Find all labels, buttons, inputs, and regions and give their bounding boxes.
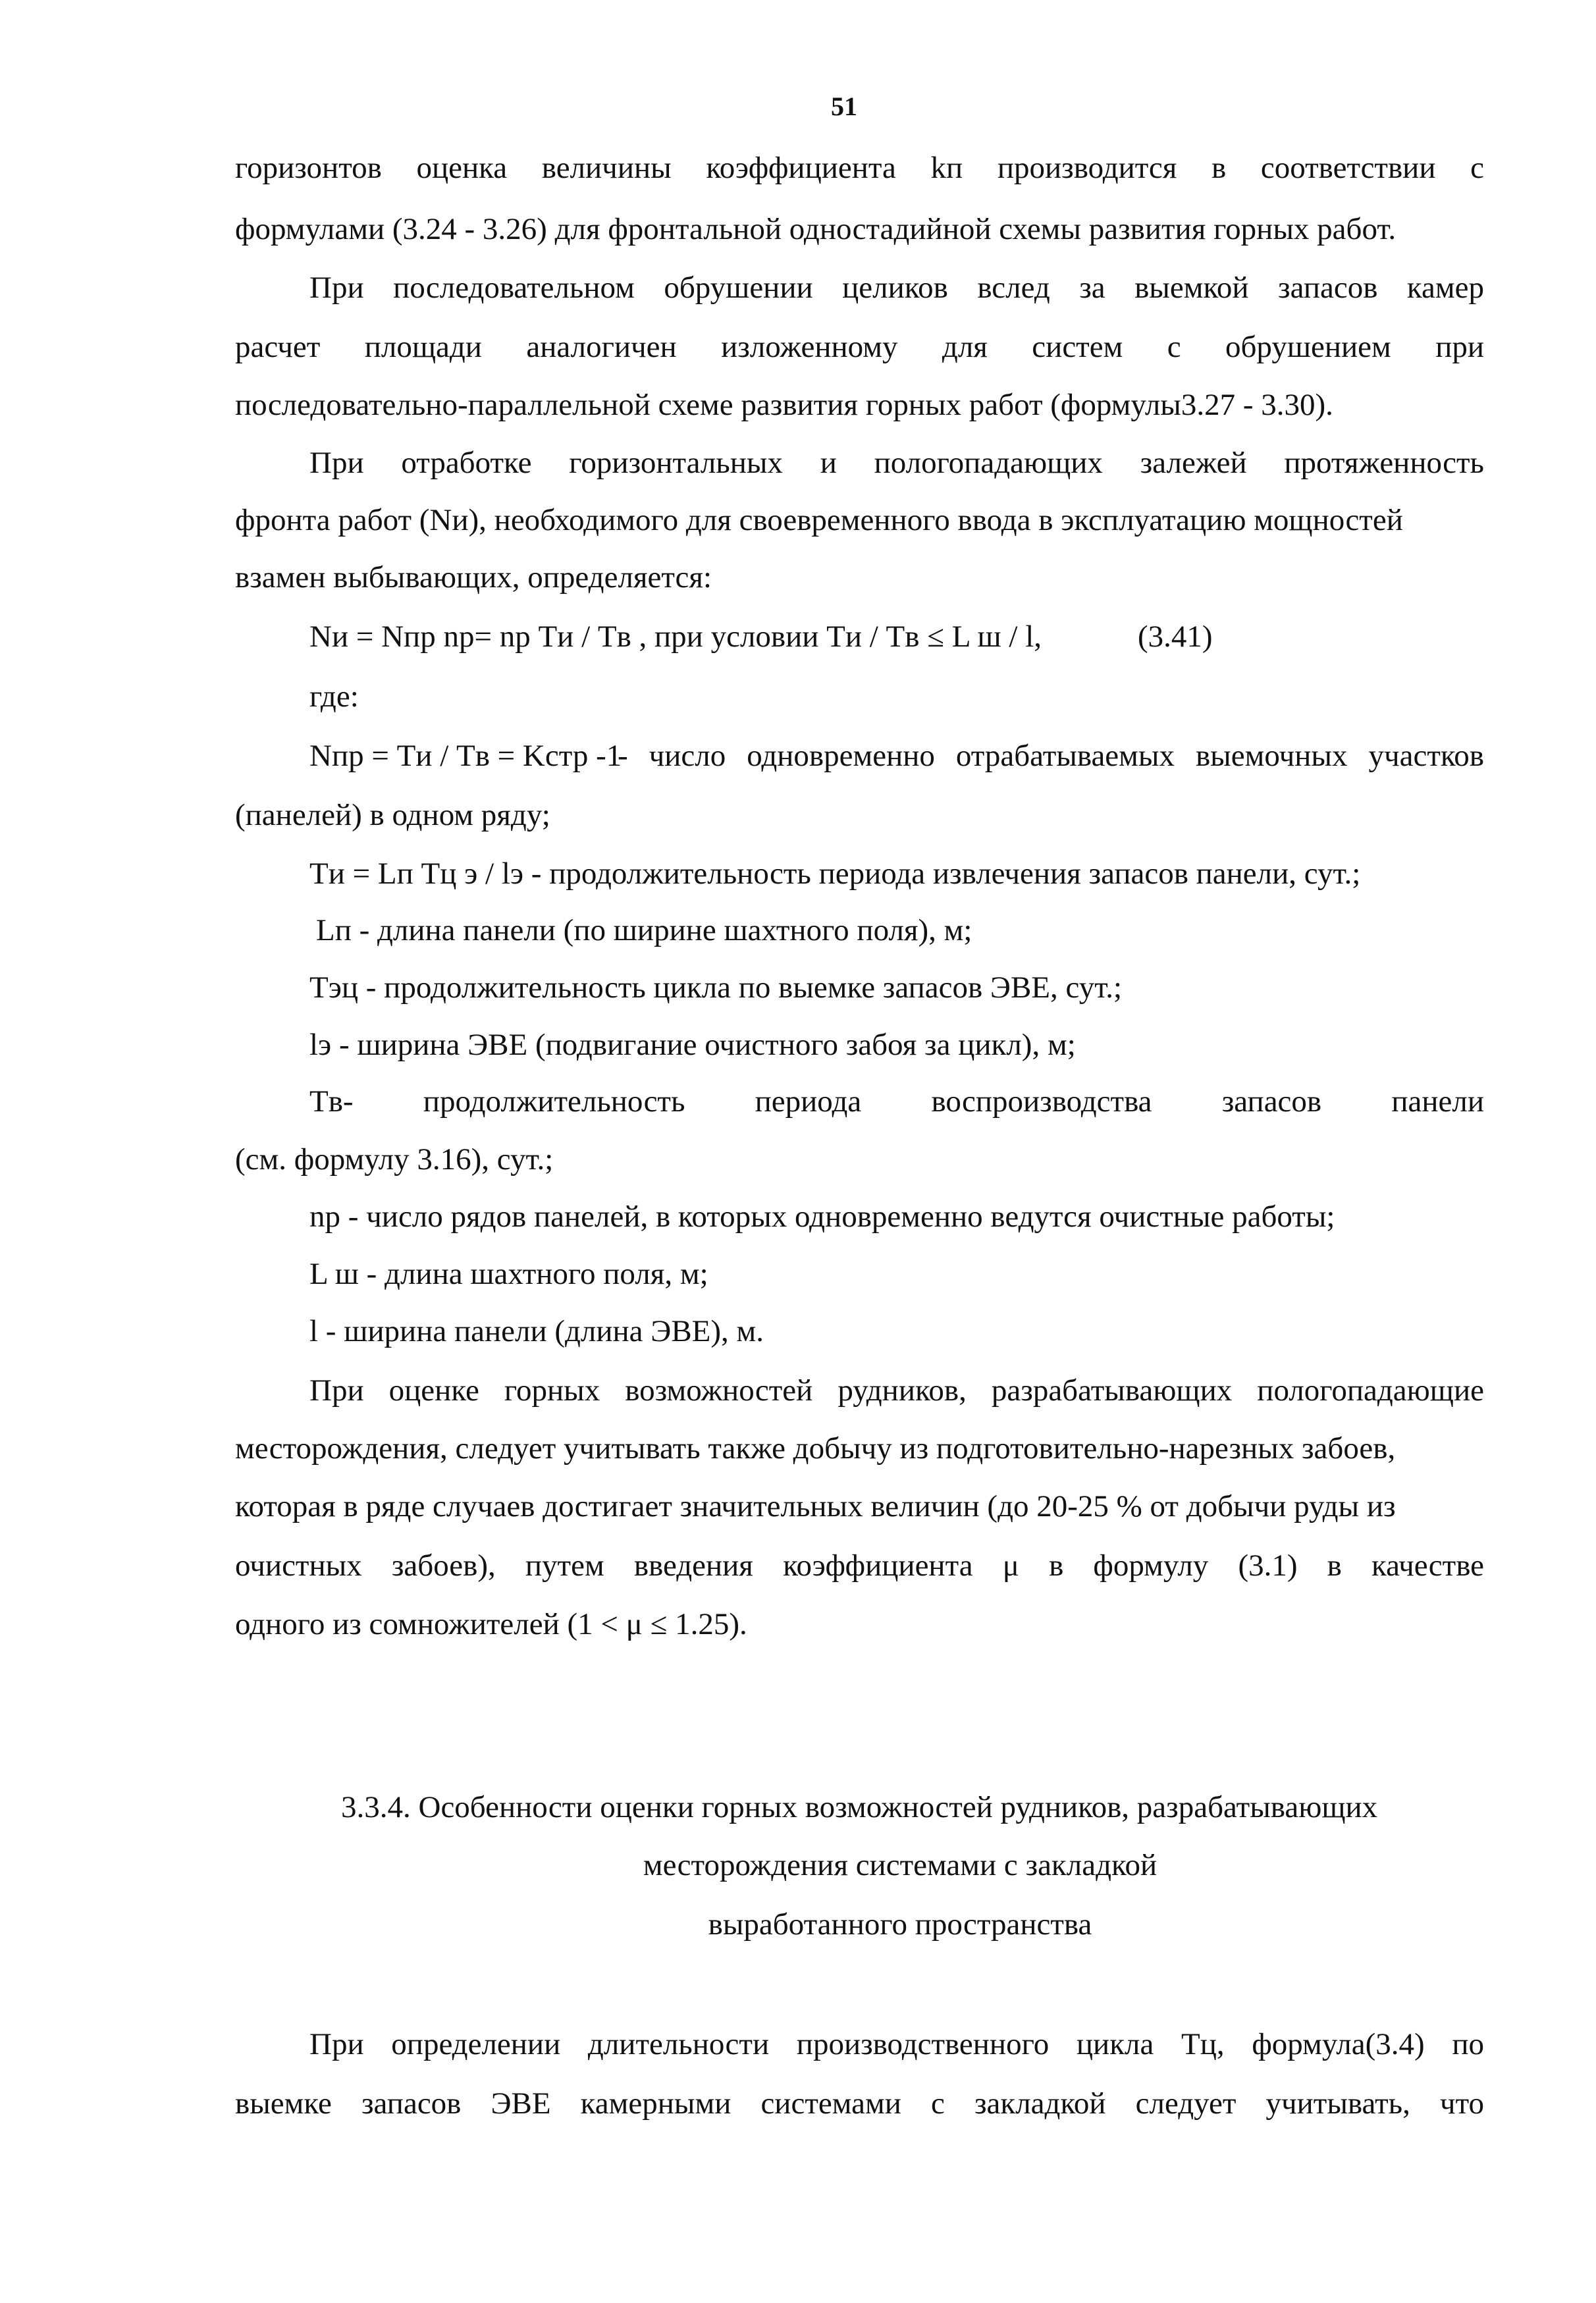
page-number: 51 — [831, 92, 857, 121]
text-line: выемке запасов ЭВЕ камерными системами с закладкой следует учитывать, что — [235, 2086, 1484, 2121]
definition-le: lэ - ширина ЭВЕ (подвигание очистного забоя за цикл), м; — [309, 1028, 1076, 1062]
definition-npr: Nпр = Tи / Tв = Kстр -1 — [309, 739, 622, 773]
text-line: расчет площади аналогичен изложенному для систем с обрушением при — [235, 330, 1484, 364]
definition-ti: Tи = Lп Tц э / lэ - продолжительность периода извлечения запасов панели, сут.; — [309, 857, 1361, 891]
text-line: которая в ряде случаев достигает значительных величин (до 20-25 % от добычи руды из — [235, 1489, 1396, 1523]
section-heading: выработанного пространства — [708, 1907, 1092, 1942]
text-line: фронта работ (Nи), необходимого для своевременного ввода в эксплуатацию мощностей — [235, 503, 1403, 537]
text-line: взамен выбывающих, определяется: — [235, 560, 712, 595]
text-line: (панелей) в одном ряду; — [235, 798, 550, 832]
text-line: При отработке горизонтальных и пологопадающих залежей протяженность — [309, 446, 1484, 480]
equation-number: (3.41) — [1138, 620, 1213, 654]
definition-np: nр - число рядов панелей, в которых одновременно ведутся очистные работы; — [309, 1200, 1335, 1234]
text-line: последовательно-параллельной схеме развития горных работ (формулы3.27 - 3.30). — [235, 388, 1333, 422]
text-line: (см. формулу 3.16), сут.; — [235, 1142, 554, 1177]
text-line: При определении длительности производственного цикла Tц, формула(3.4) по — [309, 2027, 1484, 2061]
text-line: одного из сомножителей (1 < μ ≤ 1.25). — [235, 1607, 747, 1641]
definition-l: l - ширина панели (длина ЭВЕ), м. — [309, 1314, 764, 1348]
text-line: очистных забоев), путем введения коэффициента μ в формулу (3.1) в качестве — [235, 1549, 1484, 1583]
text-line: месторождения, следует учитывать также добычу из подготовительно-нарезных забоев, — [235, 1431, 1396, 1466]
text-line: формулами (3.24 - 3.26) для фронтальной одностадийной схемы развития горных работ. — [235, 212, 1396, 246]
text-line: - число одновременно отрабатываемых выемочных участков — [618, 739, 1484, 773]
text-line: горизонтов оценка величины коэффициента kп производится в соответствии с — [235, 151, 1484, 185]
section-heading: 3.3.4. Особенности оценки горных возможностей рудников, разрабатывающих — [341, 1790, 1378, 1824]
section-heading: месторождения системами с закладкой — [643, 1848, 1157, 1882]
text-line: где: — [309, 679, 359, 714]
text-line: При оценке горных возможностей рудников, разрабатывающих пологопадающие — [309, 1373, 1484, 1408]
definition-lsh: L ш - длина шахтного поля, м; — [309, 1257, 708, 1291]
text-line: При последовательном обрушении целиков вслед за выемкой запасов камер — [309, 271, 1484, 305]
definition-tv: Tв- продолжительность периода воспроизводства запасов панели — [309, 1084, 1484, 1119]
definition-tc: Tэц - продолжительность цикла по выемке запасов ЭВЕ, сут.; — [309, 970, 1123, 1005]
definition-lp: Lп - длина панели (по ширине шахтного поля), м; — [316, 913, 972, 947]
formula-3-41: Nи = Nпр nр= nр Tи / Tв , при условии Tи / Tв ≤ L ш / l, — [309, 620, 1042, 654]
